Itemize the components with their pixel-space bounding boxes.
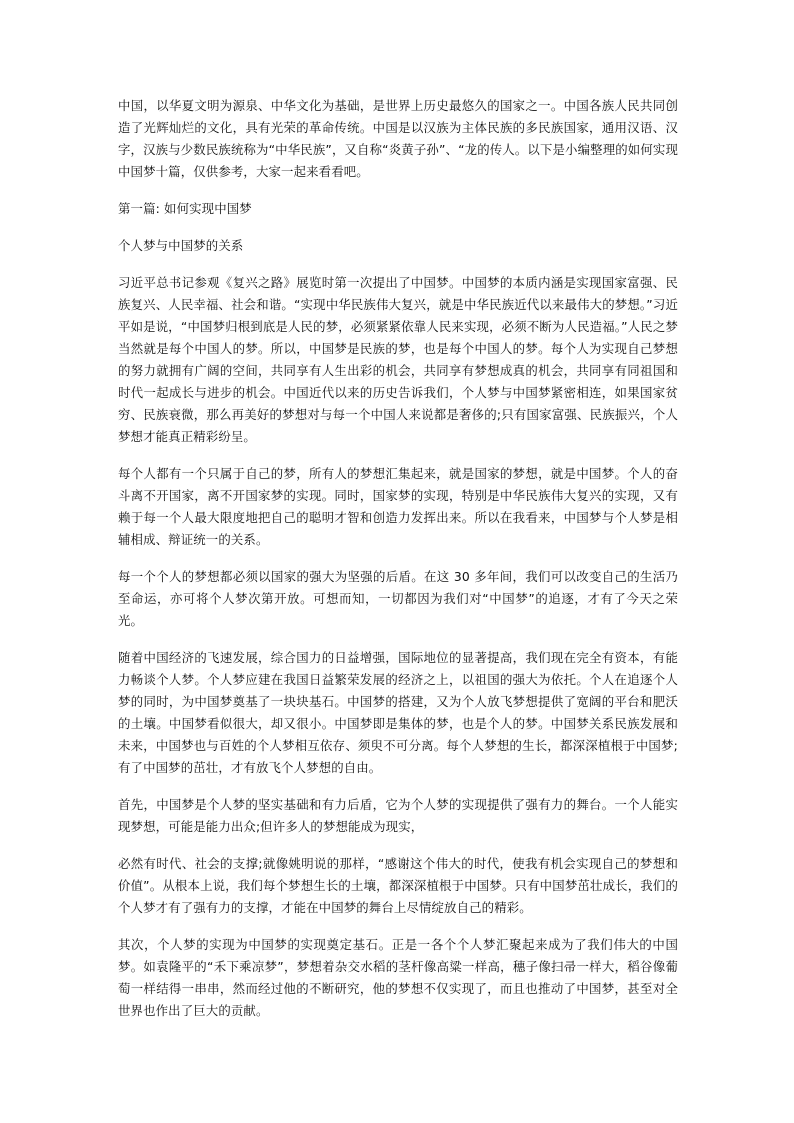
- body-paragraph: 习近平总书记参观《复兴之路》展览时第一次提出了中国梦。中国梦的本质内涵是实现国家富强、民族复兴、人民幸福、社会和谐。“实现中华民族伟大复兴，就是中华民族近代以来最伟大的梦想。”习近平如是说，“中国梦归根到底是人民的梦，必须紧紧依靠人民来实现，必须不断为人民造福。”人民之梦当然就是每个中国人的梦。所以，中国梦是民族的梦，也是每个中国人的梦。每个人为实现自己梦想的努力就拥有广阔的空间，共同享有人生出彩的机会，共同享有梦想成真的机会，共同享有同祖国和时代一起成长与进步的机会。中国近代以来的历史告诉我们，个人梦与中国梦紧密相连，如果国家贫穷、民族衰微，那么再美好的梦想对与每一个中国人来说都是奢侈的;只有国家富强、民族振兴，个人梦想才能真正精彩纷呈。: [118, 275, 678, 444]
- body-paragraph: 首先，中国梦是个人梦的坚实基础和有力后盾，它为个人梦的实现提供了强有力的舞台。一个人能实现梦想，可能是能力出众;但许多人的梦想能成为现实，: [118, 797, 678, 834]
- document-page: [118, 95, 678, 1037]
- chapter-title: 第一篇: 如何实现中国梦: [118, 201, 252, 216]
- intro-paragraph: 中国，以华夏文明为源泉、中华文化为基础，是世界上历史最悠久的国家之一。中国各族人民共同创造了光辉灿烂的文化，具有光荣的革命传统。中国是以汉族为主体民族的多民族国家，通用汉语、汉字，汉族与少数民族统称为“中华民族”，又自称“炎黄子孙”、“龙的传人。以下是小编整理的如何实现中国梦十篇，仅供参考，大家一起来看看吧。: [118, 98, 678, 179]
- body-paragraph: 必然有时代、社会的支撑;就像姚明说的那样，“感谢这个伟大的时代，使我有机会实现自己的梦想和价值”。从根本上说，我们每个梦想生长的土壤，都深深植根于中国梦。只有中国梦茁壮成长，我们的个人梦才有了强有力的支撑，才能在中国梦的舞台上尽情绽放自己的精彩。: [118, 856, 678, 915]
- body-paragraph: 其次，个人梦的实现为中国梦的实现奠定基石。正是一各个个人梦汇聚起来成为了我们伟大的中国梦。如袁隆平的“禾下乘凉梦”，梦想着杂交水稻的茎杆像高粱一样高，穗子像扫帚一样大，稻谷像葡萄一样结得一串串，然而经过他的不断研究，他的梦想不仅实现了，而且也推动了中国梦，甚至对全世界也作出了巨大的贡献。: [118, 937, 678, 1018]
- body-paragraph: 随着中国经济的飞速发展，综合国力的日益增强，国际地位的显著提高，我们现在完全有资本，有能力畅谈个人梦。个人梦应建在我国日益繁荣发展的经济之上，以祖国的强大为依托。个人在追逐个人梦的同时，为中国梦奠基了一块块基石。中国梦的搭建，又为个人放飞梦想提供了宽阔的平台和肥沃的土壤。中国梦看似很大，却又很小。中国梦即是集体的梦，也是个人的梦。中国梦关系民族发展和未来，中国梦也与百姓的个人梦相互依存、须臾不可分离。每个人梦想的生长，都深深植根于中国梦;有了中国梦的茁壮，才有放飞个人梦想的自由。: [118, 650, 678, 775]
- section-title: 个人梦与中国梦的关系: [118, 238, 244, 253]
- body-paragraph: 每一个个人的梦想都必须以国家的强大为坚强的后盾。在这 30 多年间，我们可以改变自己的生活乃至命运，亦可将个人梦次第开放。可想而知，一切都因为我们对“中国梦”的追逐，才有了今天之荣光。: [118, 569, 678, 628]
- body-paragraph: 每个人都有一个只属于自己的梦，所有人的梦想汇集起来，就是国家的梦想，就是中国梦。个人的奋斗离不开国家，离不开国家梦的实现。同时，国家梦的实现，特别是中华民族伟大复兴的实现，又有赖于每一个人最大限度地把自己的聪明才智和创造力发挥出来。所以在我看来，中国梦与个人梦是相辅相成、辩证统一的关系。: [118, 466, 678, 547]
